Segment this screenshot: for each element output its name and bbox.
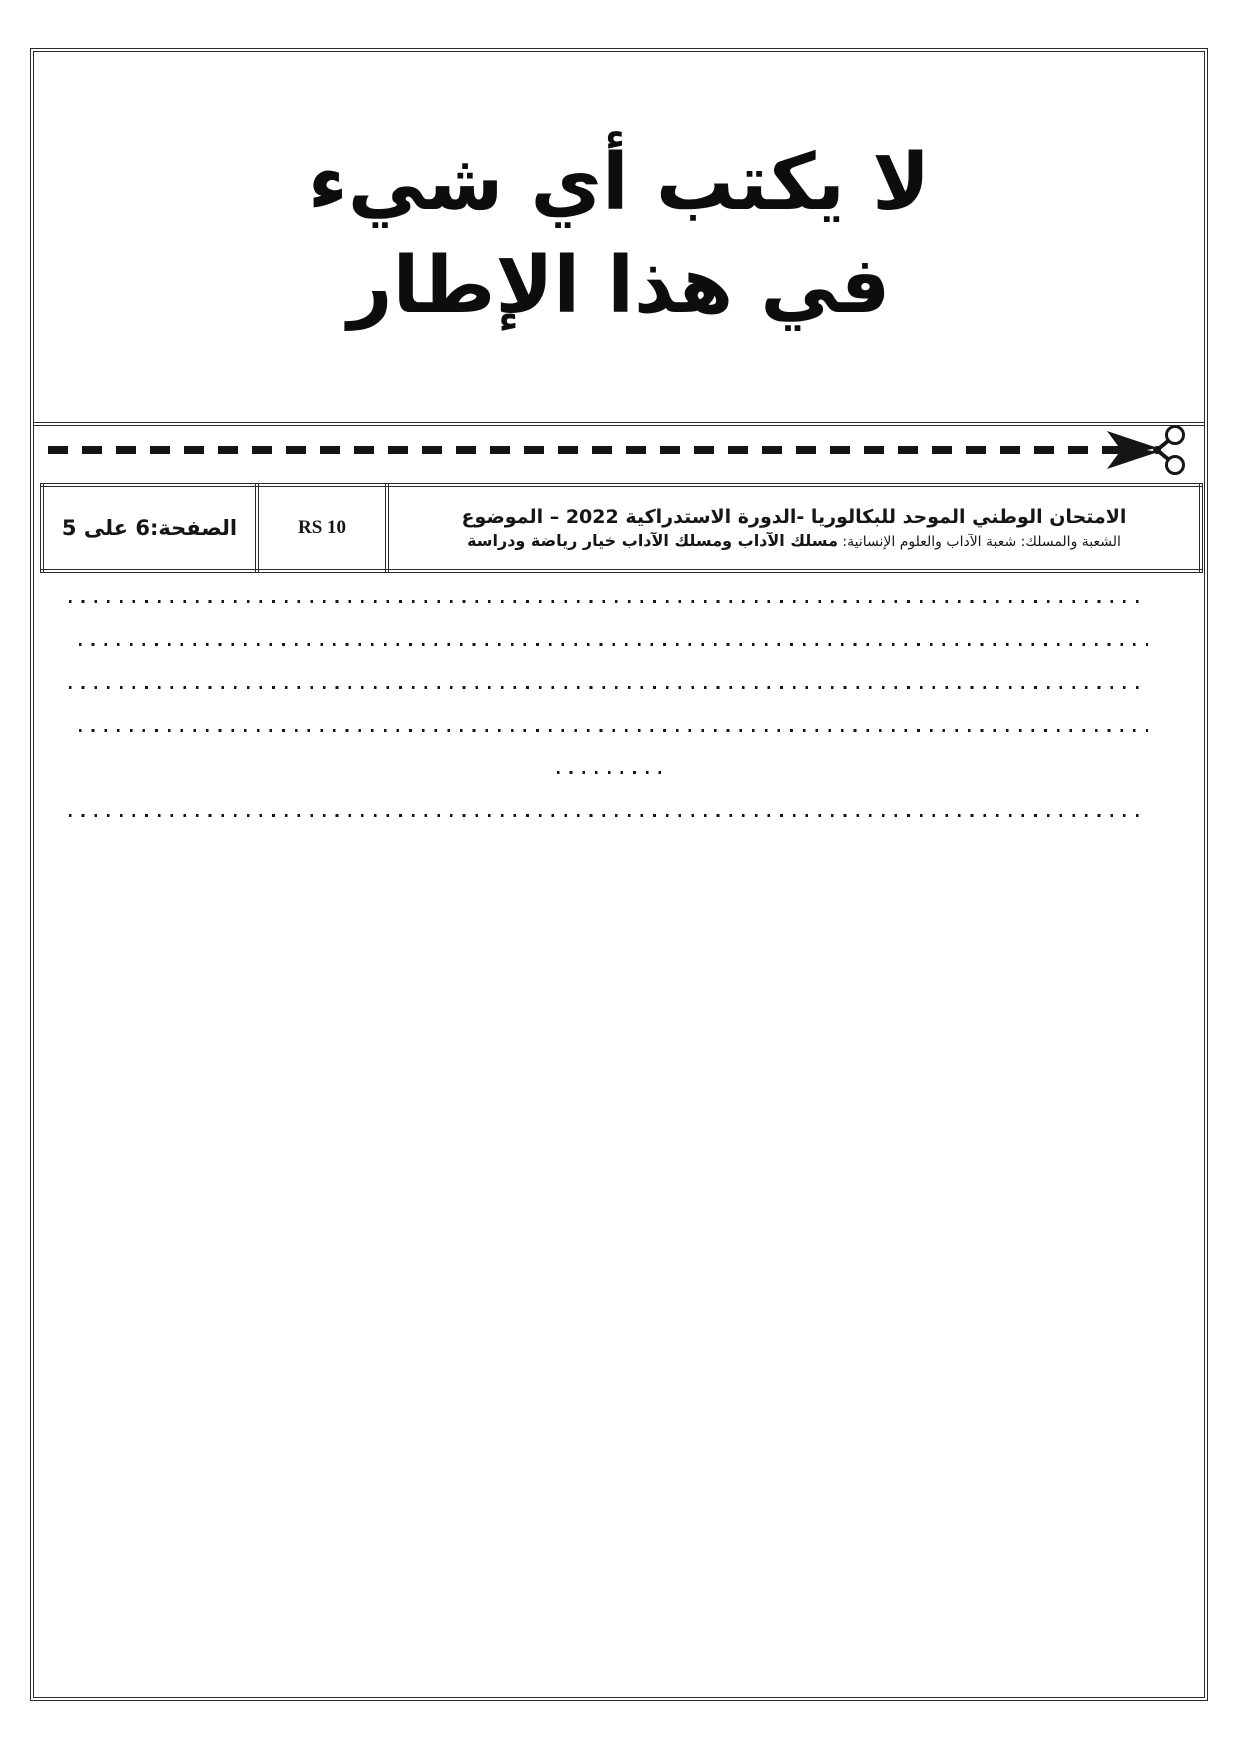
reference-code-cell: RS 10 <box>257 485 387 571</box>
frame-bottom-separator <box>33 422 1205 426</box>
exam-header-row <box>42 485 1201 571</box>
dotted-ruling-line <box>69 814 1148 817</box>
exam-header-table <box>40 483 1203 573</box>
dotted-ruling-line-short <box>557 771 665 774</box>
no-write-text-line2: في هذا الإطار <box>347 241 891 331</box>
dotted-ruling-line <box>79 729 1148 732</box>
page-number-cell: الصفحة:6 على 5 <box>42 485 257 571</box>
no-write-frame <box>30 48 1208 422</box>
dotted-ruling-line <box>79 643 1148 646</box>
stream-tracks: مسلك الآداب ومسلك الآداب خيار رياضة ودراسة <box>467 530 838 550</box>
dotted-ruling-line <box>69 686 1148 689</box>
exam-title: الامتحان الوطني الموحد للبكالوريا -الدورة الاستدراكية 2022 – الموضوع <box>461 505 1127 528</box>
no-write-text-line1: لا يكتب أي شيء <box>307 138 931 228</box>
stream-prefix: الشعبة والمسلك: شعبة الآداب والعلوم الإنسانية: <box>837 533 1121 550</box>
dotted-ruling-line <box>69 600 1148 603</box>
exam-info-cell <box>387 485 1201 571</box>
exam-stream-line <box>399 530 1189 553</box>
dashed-cut-line <box>48 446 1143 454</box>
scissors-icon <box>1102 423 1196 477</box>
